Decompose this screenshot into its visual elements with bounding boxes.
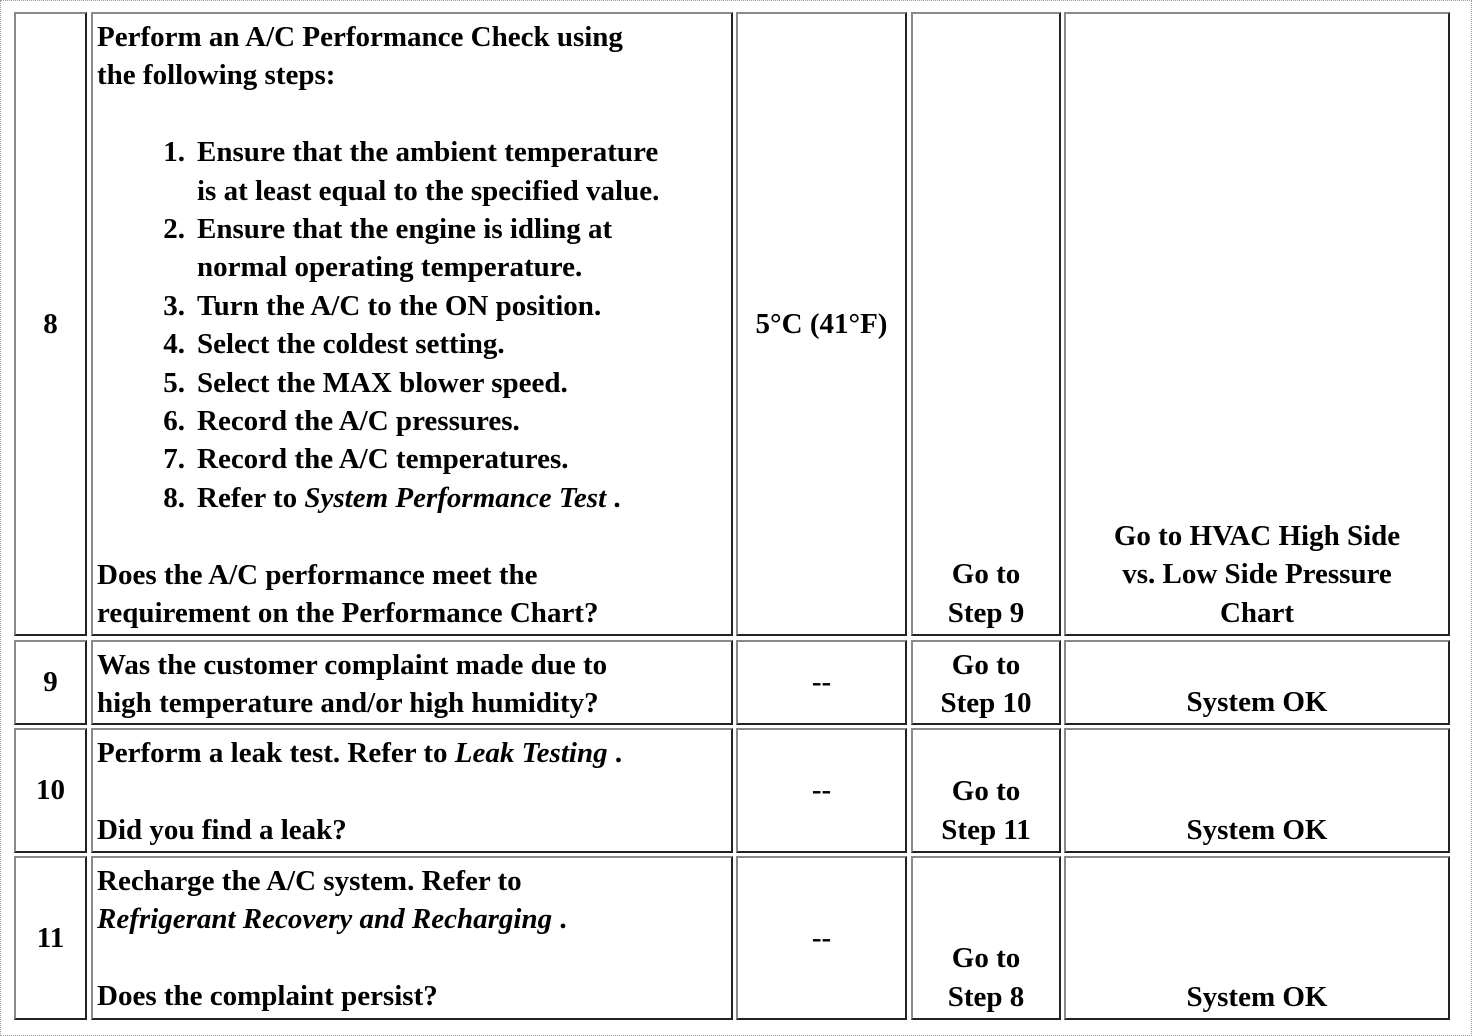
yes-action-line: Go to — [951, 942, 1021, 975]
step-intro-line: the following steps: — [97, 59, 336, 92]
step-intro-line: Perform an A/C Performance Check using — [97, 21, 623, 53]
specified-value: 5°C (41°F) — [755, 307, 888, 340]
no-action: System OK — [1186, 685, 1328, 718]
step-number-cell — [14, 640, 87, 725]
substep-item: 6. Record the A/C pressures. — [163, 405, 520, 438]
step-number: 10 — [36, 774, 65, 807]
step-number: 8 — [43, 307, 58, 340]
step-question-line: Was the customer complaint made due to — [97, 649, 608, 681]
yes-action-line: Go to — [951, 775, 1021, 808]
step-description-cell — [91, 856, 733, 1020]
yes-action-line: Go to — [951, 558, 1021, 591]
substep-item: 1. Ensure that the ambient temperature — [163, 136, 659, 169]
specified-value: -- — [811, 921, 832, 954]
substep-item: 5. Select the MAX blower speed. — [163, 366, 568, 399]
no-cell — [1064, 12, 1450, 636]
step-description-cell — [91, 640, 733, 725]
substep-item: 2. Ensure that the engine is idling at — [163, 213, 613, 246]
step-question-line: high temperature and/or high humidity? — [97, 687, 599, 720]
yes-cell — [911, 728, 1061, 853]
step-number-cell — [14, 728, 87, 853]
no-cell — [1064, 640, 1450, 725]
yes-cell — [911, 12, 1061, 636]
step-number: 9 — [43, 666, 58, 699]
no-action-line: Go to HVAC High Side — [1113, 519, 1401, 552]
value-cell — [736, 728, 907, 853]
substep-list — [97, 133, 731, 517]
yes-action-line: Step 10 — [940, 687, 1032, 720]
step-question-line: Did you find a leak? — [97, 813, 347, 846]
yes-cell — [911, 856, 1061, 1020]
step-number: 11 — [36, 921, 65, 954]
refrigerant-recovery-link[interactable]: Refrigerant Recovery and Recharging — [97, 903, 553, 936]
no-cell — [1064, 728, 1450, 853]
step-number-cell — [14, 856, 87, 1020]
yes-action-line: Step 8 — [947, 980, 1025, 1013]
step-action-line: Perform a leak test. Refer to Leak Testing . — [97, 737, 623, 769]
step-question-line: requirement on the Performance Chart? — [97, 597, 599, 630]
no-action: System OK — [1186, 813, 1328, 846]
substep-item: 4. Select the coldest setting. — [163, 328, 505, 361]
step-number-cell — [14, 12, 87, 636]
step-description-cell — [91, 12, 733, 636]
yes-action-line: Go to — [951, 649, 1021, 681]
step-action-line: Refrigerant Recovery and Recharging . — [97, 903, 567, 936]
substep-item: 8. Refer to System Performance Test . — [163, 481, 621, 514]
system-performance-test-link[interactable]: System Performance Test — [304, 481, 607, 514]
step-question-line: Does the A/C performance meet the — [97, 558, 538, 591]
leak-testing-link[interactable]: Leak Testing — [454, 737, 608, 769]
step-action-line: Recharge the A/C system. Refer to — [97, 865, 522, 897]
value-cell — [736, 640, 907, 725]
no-action-line: Chart — [1219, 596, 1295, 629]
yes-cell — [911, 640, 1061, 725]
substep-item: 3. Turn the A/C to the ON position. — [163, 289, 602, 322]
substep-item: 7. Record the A/C temperatures. — [163, 443, 569, 476]
no-action-line: vs. Low Side Pressure — [1122, 558, 1392, 591]
specified-value: -- — [811, 774, 832, 807]
substep-item-cont: normal operating temperature. — [197, 251, 583, 284]
substep-item-cont: is at least equal to the specified value. — [197, 174, 660, 207]
yes-action-line: Step 11 — [941, 813, 1031, 846]
yes-action-line: Step 9 — [947, 596, 1025, 629]
no-action: System OK — [1186, 980, 1328, 1013]
value-cell — [736, 12, 907, 636]
no-cell — [1064, 856, 1450, 1020]
value-cell — [736, 856, 907, 1020]
step-description-cell — [91, 728, 733, 853]
step-question-line: Does the complaint persist? — [97, 980, 438, 1013]
specified-value: -- — [811, 666, 832, 699]
